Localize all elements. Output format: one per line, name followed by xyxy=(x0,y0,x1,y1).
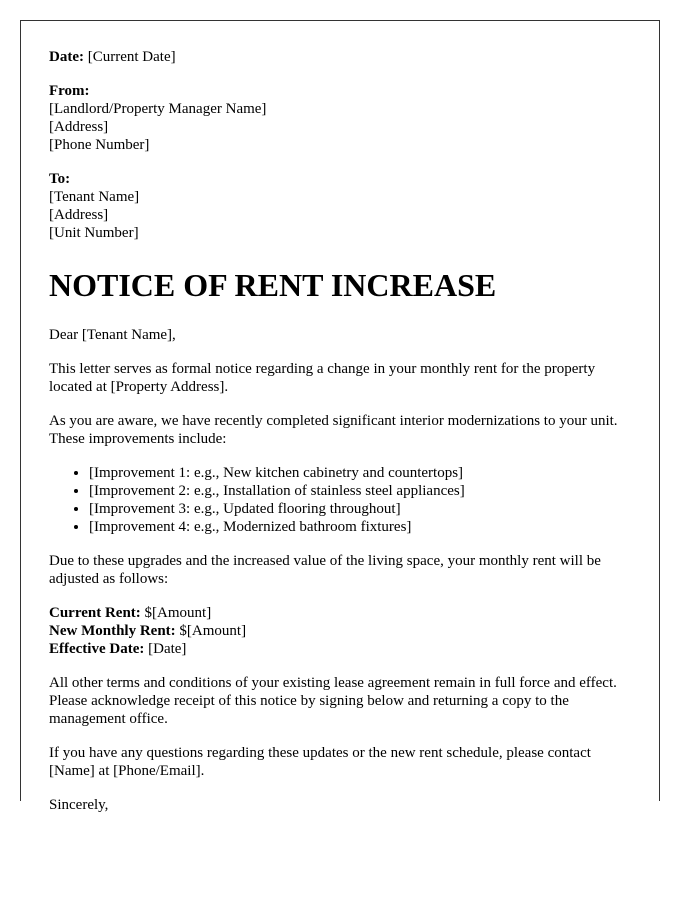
from-block xyxy=(49,82,639,154)
new-rent-label: New Monthly Rent: xyxy=(49,623,176,639)
from-label: From: xyxy=(49,83,90,99)
date-label: Date: xyxy=(49,49,84,65)
effective-date-line xyxy=(49,640,639,658)
list-item: • [Improvement 4: e.g., Modernized bathroom fixtures] xyxy=(89,518,639,536)
from-name: [Landlord/Property Manager Name] xyxy=(49,101,267,117)
improvements-intro-paragraph: As you are aware, we have recently completed significant interior modernizations to your unit. These improvements include: xyxy=(49,413,618,447)
current-rent-line xyxy=(49,604,639,622)
rent-details xyxy=(49,604,639,658)
improvements-list xyxy=(49,464,639,536)
intro-paragraph: This letter serves as formal notice regarding a change in your monthly rent for the property located at [Property Address]. xyxy=(49,361,596,395)
salutation: Dear [Tenant Name], xyxy=(49,327,176,343)
to-address: [Address] xyxy=(49,207,109,223)
letter-page xyxy=(20,20,660,813)
to-block xyxy=(49,170,639,242)
from-address: [Address] xyxy=(49,119,109,135)
date-line xyxy=(49,48,639,66)
new-rent-value: $[Amount] xyxy=(179,623,247,639)
terms-paragraph: All other terms and conditions of your existing lease agreement remain in full force and effect. Please acknowledge receipt of this notice by signing below and returning a copy to the management office. xyxy=(49,675,617,727)
letter-content xyxy=(49,48,639,830)
closing: Sincerely, xyxy=(49,797,109,813)
list-item: • [Improvement 2: e.g., Installation of stainless steel appliances] xyxy=(89,482,639,500)
to-unit: [Unit Number] xyxy=(49,225,139,241)
adjustment-paragraph: Due to these upgrades and the increased value of the living space, your monthly rent will be adjusted as follows: xyxy=(49,553,601,587)
list-item: • [Improvement 3: e.g., Updated flooring throughout] xyxy=(89,500,639,518)
to-name: [Tenant Name] xyxy=(49,189,140,205)
list-item: • [Improvement 1: e.g., New kitchen cabinetry and countertops] xyxy=(89,464,639,482)
date-value: [Current Date] xyxy=(87,49,176,65)
effective-date-label: Effective Date: xyxy=(49,641,145,657)
to-label: To: xyxy=(49,171,71,187)
contact-paragraph: If you have any questions regarding these updates or the new rent schedule, please contact [Name] at [Phone/Email]. xyxy=(49,745,591,779)
notice-title: NOTICE OF RENT INCREASE xyxy=(49,267,497,303)
effective-date-value: [Date] xyxy=(148,641,187,657)
new-rent-line xyxy=(49,622,639,640)
current-rent-value: $[Amount] xyxy=(144,605,212,621)
current-rent-label: Current Rent: xyxy=(49,605,141,621)
from-phone: [Phone Number] xyxy=(49,137,150,153)
